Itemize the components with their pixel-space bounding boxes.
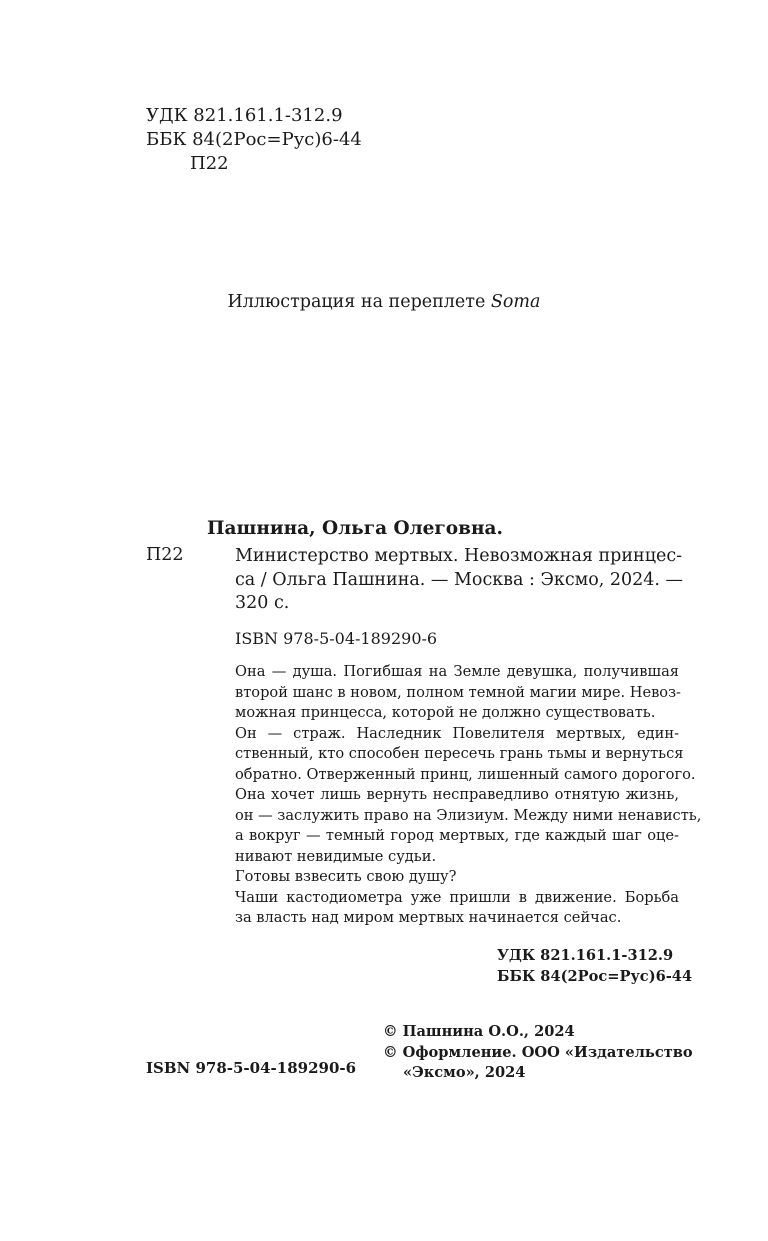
annotation-line: а вокруг — темный город мертвых, где каждый шаг оце-	[235, 827, 679, 844]
author-index: П22	[190, 153, 229, 174]
illustration-artist: Soma	[490, 292, 541, 312]
author-heading: Пашнина, Ольга Олеговна.	[207, 518, 503, 539]
annotation-line: Он — страж. Наследник Повелителя мертвых, един-	[235, 724, 679, 742]
annotation-line: Она — душа. Погибшая на Земле девушка, получившая	[235, 663, 679, 680]
classification-block	[146, 104, 362, 176]
bbk-code-bottom: ББК 84(2Рос=Рус)6-44	[497, 968, 693, 985]
annotation-line: он — заслужить право на Элизиум. Между ними ненависть,	[235, 806, 702, 824]
bbk-code: ББК 84(2Рос=Рус)6-44	[146, 129, 362, 150]
copyright-block	[383, 1022, 693, 1084]
description-line: Министерство мертвых. Невозможная принцес-	[235, 546, 683, 566]
description-line: са / Ольга Пашнина. — Москва : Эксмо, 2024. —	[235, 569, 684, 590]
udk-code: УДК 821.161.1-312.9	[146, 105, 343, 126]
annotation-line: за власть над миром мертвых начинается сейчас.	[235, 909, 622, 926]
annotation-line: Готовы взвесить свою душу?	[235, 868, 457, 885]
annotation-line: второй шанс в новом, полном темной магии мире. Невоз-	[235, 683, 681, 701]
description-line: 320 с.	[235, 593, 290, 613]
annotation-line: можная принцесса, которой не должно существовать.	[235, 704, 656, 721]
annotation-line: ственный, кто способен пересечь грань тьмы и вернуться	[235, 745, 684, 762]
annotation-line: нивают невидимые судьи.	[235, 847, 437, 865]
illustration-prefix: Иллюстрация на переплете	[227, 292, 491, 312]
copyright-author: © Пашнина О.О., 2024	[383, 1023, 575, 1040]
annotation-line: обратно. Отверженный принц, лишенный самого дорогого.	[235, 765, 696, 783]
isbn-bottom: ISBN 978-5-04-189290-6	[146, 1059, 357, 1077]
udk-code-bottom: УДК 821.161.1-312.9	[497, 947, 674, 964]
isbn-record: ISBN 978-5-04-189290-6	[235, 629, 438, 648]
bottom-classification	[497, 945, 692, 987]
record-index: П22	[146, 545, 184, 565]
annotation	[235, 662, 702, 929]
copyright-design-cont: «Эксмо», 2024	[403, 1064, 526, 1081]
illustration-credit	[0, 292, 768, 312]
annotation-line: Чаши кастодиометра уже пришли в движение. Борьба	[235, 888, 679, 906]
copyright-design: © Оформление. ООО «Издательство	[383, 1043, 693, 1061]
bibliographic-description	[235, 545, 684, 616]
annotation-line: Она хочет лишь вернуть несправедливо отнятую жизнь,	[235, 786, 679, 803]
